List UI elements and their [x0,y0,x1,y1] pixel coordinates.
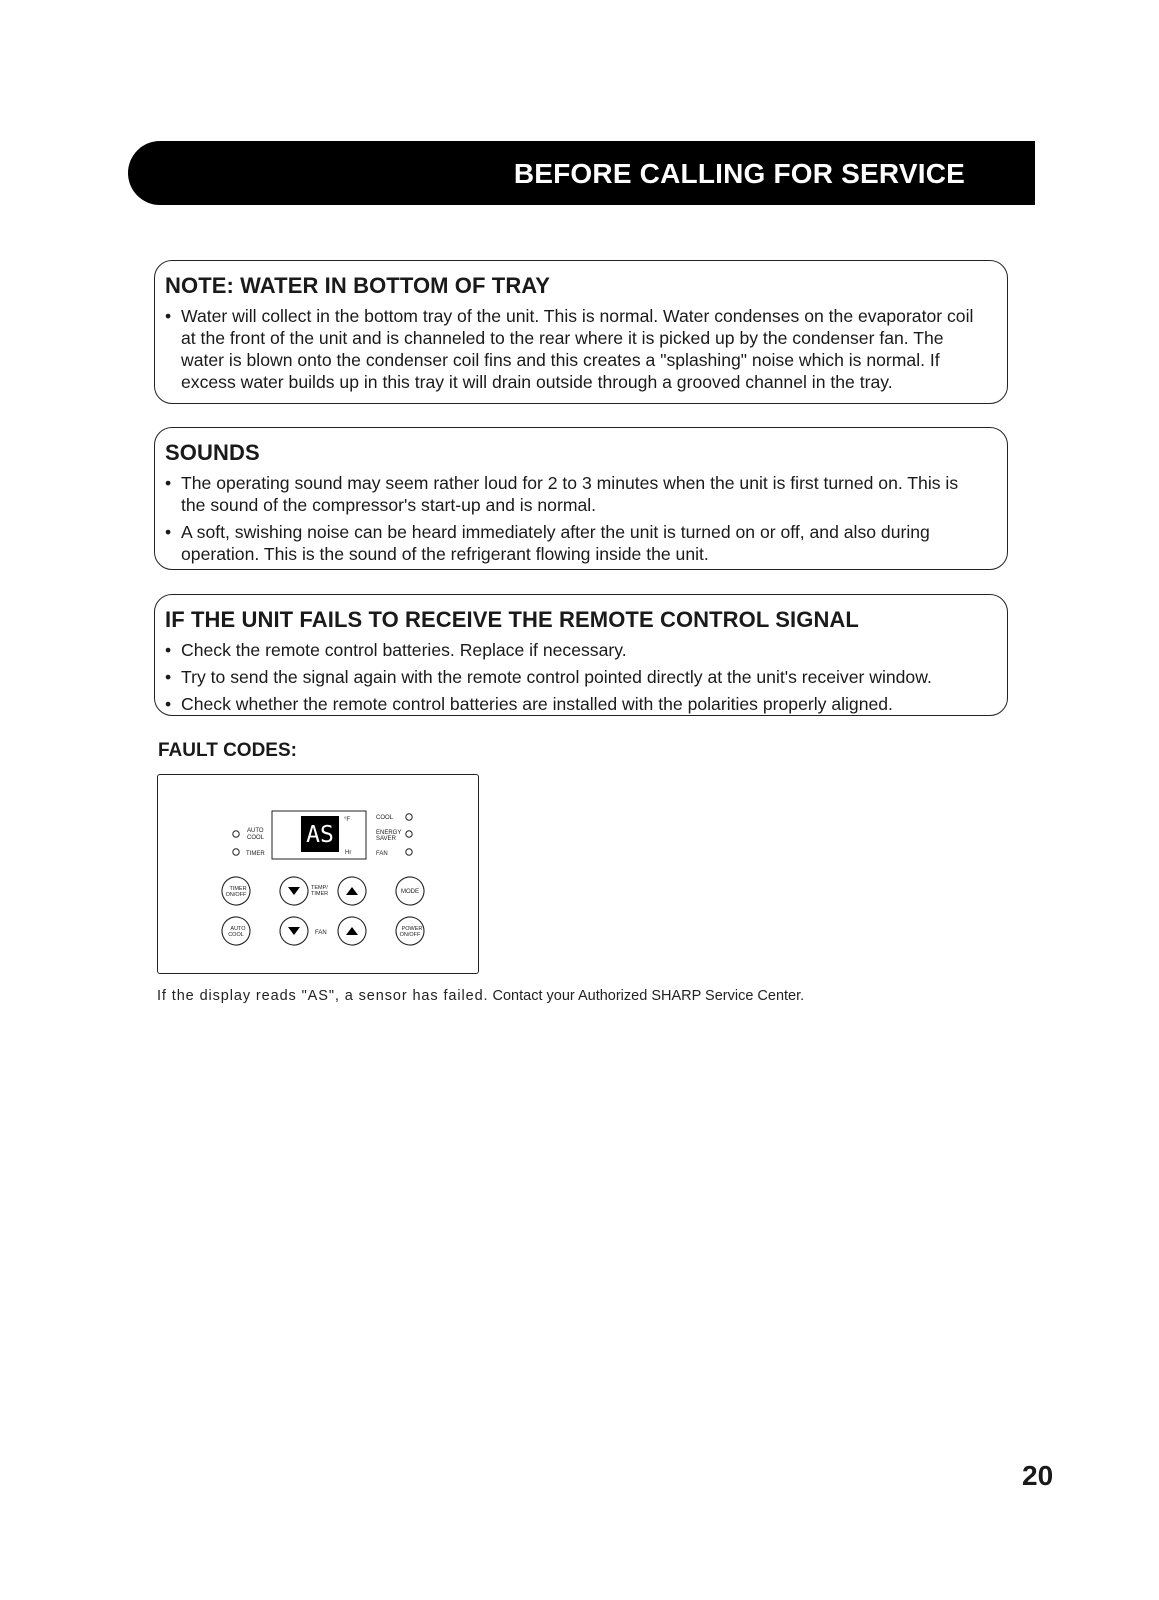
fault-caption: If the display reads "AS", a sensor has failed. Contact your Authorized SHARP Service Center. [157,988,805,1004]
list-item: • A soft, swishing noise can be heard immediately after the unit is turned on or off, and also during operation. This is the sound of the refrigerant flowing inside the unit. [165,522,930,564]
svg-text:TIMER: TIMER [229,886,247,892]
indicator-led [406,814,412,820]
indicator-led [233,831,239,837]
svg-text:ON/OFF: ON/OFF [399,932,421,938]
section-sounds [154,427,1008,570]
section-title: IF THE UNIT FAILS TO RECEIVE THE REMOTE CONTROL SIGNAL [165,607,859,632]
fault-codes-title: FAULT CODES: [158,740,297,761]
list-item: • The operating sound may seem rather loud for 2 to 3 minutes when the unit is first turned on. This is the sound of the compressor's start-up and is normal. [165,473,959,515]
section-water-tray [154,260,1008,404]
list-item: • Check whether the remote control batteries are installed with the polarities properly aligned. [165,694,893,714]
section-title: SOUNDS [165,440,260,465]
list-item: • Check the remote control batteries. Replace if necessary. [165,640,627,660]
indicator-led [406,831,412,837]
down-arrow-icon [288,887,300,895]
indicator-label-fan: FAN [376,851,388,857]
svg-text:COOL: COOL [228,932,244,938]
svg-text:TIMER: TIMER [311,891,329,897]
up-arrow-icon [346,887,358,895]
fan-label: FAN [315,930,327,936]
down-arrow-icon [288,927,300,935]
up-arrow-icon [346,927,358,935]
indicator-label-auto: AUTO [247,828,264,834]
svg-text:TEMP/: TEMP/ [311,885,328,891]
control-panel-drawing [158,775,480,975]
display-code: AS [306,822,334,848]
section-remote-signal [154,594,1008,716]
indicator-label-saver: SAVER [376,836,396,842]
unit-hr-label: Hr [345,850,352,856]
indicator-led [406,849,412,855]
page-title: BEFORE CALLING FOR SERVICE [513,158,965,189]
indicator-label-cool: COOL [247,835,265,841]
section-title: NOTE: WATER IN BOTTOM OF TRAY [165,273,551,298]
indicator-label-cool-mode: COOL [376,815,394,821]
mode-label: MODE [401,889,419,895]
unit-f-label: °F [344,817,351,823]
svg-text:ON/OFF: ON/OFF [225,892,247,898]
page-number: 20 [1022,1460,1054,1491]
svg-text:AUTO: AUTO [230,926,246,932]
list-item: • Water will collect in the bottom tray of the unit. This is normal. Water condenses on the evaporator coil at the front of the unit and is channeled to the rear where it is picked up by the condenser fan. The water is blown onto the condenser coil fins and this creates a "splashing" noise which is normal. If excess water builds up in this tray it will drain outside through a grooved channel in the tray. [165,306,974,392]
indicator-label-timer: TIMER [246,851,265,857]
header-bar [128,141,1035,205]
list-item: • Try to send the signal again with the remote control pointed directly at the unit's receiver window. [165,667,932,687]
indicator-label-energy: ENERGY [376,830,402,836]
control-panel-illustration [157,774,479,974]
indicator-led [233,849,239,855]
svg-text:POWER: POWER [401,926,423,932]
